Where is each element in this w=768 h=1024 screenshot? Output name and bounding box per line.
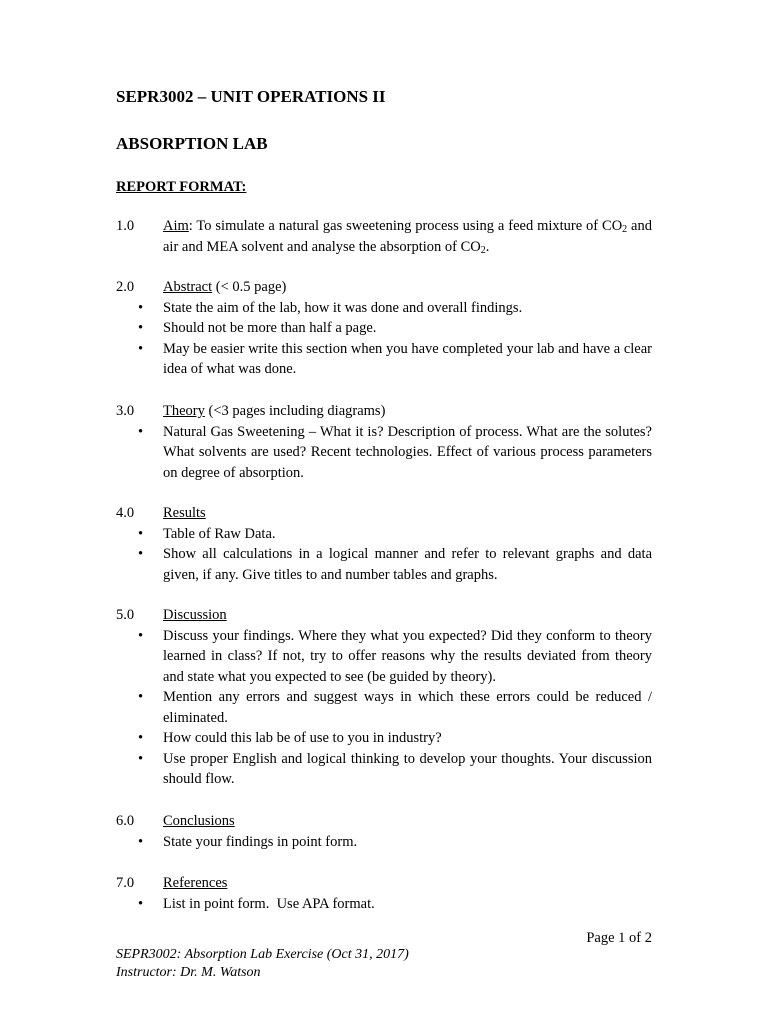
section-title: Results [163, 505, 206, 521]
bullet-icon: • [138, 750, 144, 767]
list-item: • Should not be more than half a page. [163, 318, 652, 339]
list-item: • Table of Raw Data. [163, 524, 652, 545]
section-references [116, 873, 652, 914]
bullet-list [116, 894, 652, 915]
list-item: • List in point form. Use APA format. [163, 894, 652, 915]
bullet-icon: • [138, 299, 144, 316]
section-note: (< 0.5 page) [212, 279, 287, 295]
aim-text: Aim: To simulate a natural gas sweetening process using a feed mixture of $CO_2$ and air and MEA solvent and analyse the absorption of $CO_2$. [163, 218, 652, 256]
footer-course-line: SEPR3002: Absorption Lab Exercise (Oct 31, 2017) [116, 947, 409, 962]
page-number: Page 1 of 2 [586, 930, 652, 946]
section-abstract [116, 277, 652, 380]
bullet-list [116, 524, 652, 586]
bullet-icon: • [138, 525, 144, 542]
report-format-heading: REPORT FORMAT: [116, 179, 247, 195]
bullet-icon: • [138, 627, 144, 644]
bullet-icon: • [138, 895, 144, 912]
list-item: • Use proper English and logical thinking to develop your thoughts. Your discussion should flow. [138, 750, 652, 787]
bullet-icon: • [138, 546, 144, 562]
footer [116, 946, 409, 982]
section-number: 1.0 [116, 218, 135, 234]
footer-instructor-line: Instructor: Dr. M. Watson [116, 965, 261, 980]
section-number: 2.0 [116, 279, 135, 295]
bullet-list [116, 626, 652, 790]
list-item: • Discuss your findings. Where they what you expected? Did they conform to theory learned in class? If not, try to offer reasons why the results deviated from theory and state what you expected to see (be guided by theory). [138, 627, 652, 685]
section-title: Abstract [163, 279, 213, 295]
list-item: • State your findings in point form. [163, 832, 652, 853]
section-title: Conclusions [163, 813, 235, 829]
bullet-icon: • [138, 833, 144, 850]
section-number: 6.0 [116, 813, 135, 829]
section-theory [116, 401, 652, 483]
section-title: Discussion [163, 607, 227, 623]
section-discussion [116, 605, 652, 790]
bullet-icon: • [138, 423, 144, 440]
section-title: Aim [163, 218, 189, 234]
section-conclusions [116, 811, 652, 852]
bullet-list [116, 422, 652, 484]
bullet-icon: • [138, 689, 144, 705]
section-title: Theory [163, 403, 205, 419]
section-note: (<3 pages including diagrams) [204, 403, 386, 419]
bullet-list [116, 298, 652, 380]
list-item: • Mention any errors and suggest ways in which these errors could be reduced / eliminated. [138, 689, 652, 726]
bullet-icon: • [138, 730, 144, 746]
list-item: • State the aim of the lab, how it was done and overall findings. [163, 298, 652, 319]
list-item: • Natural Gas Sweetening – What it is? Description of process. What are the solutes? What solvents are used? Recent technologies. Effect of various process parameters on degree of absorption. [138, 423, 652, 481]
course-title: SEPR3002 – UNIT OPERATIONS II [116, 87, 386, 106]
bullet-icon: • [138, 340, 144, 357]
section-number: 7.0 [116, 875, 135, 891]
list-item: • How could this lab be of use to you in industry? [163, 728, 652, 749]
section-results [116, 503, 652, 585]
section-aim [116, 216, 652, 257]
section-number: 5.0 [116, 607, 135, 623]
list-item: • Show all calculations in a logical manner and refer to relevant graphs and data given, if any. Give titles to and number tables and graphs. [138, 546, 652, 583]
bullet-list [116, 832, 652, 853]
list-item: • May be easier write this section when you have completed your lab and have a clear idea of what was done. [138, 340, 652, 377]
section-number: 3.0 [116, 403, 135, 419]
lab-title: ABSORPTION LAB [116, 134, 268, 153]
section-number: 4.0 [116, 505, 135, 521]
bullet-icon: • [138, 320, 144, 336]
section-title: References [163, 875, 228, 891]
